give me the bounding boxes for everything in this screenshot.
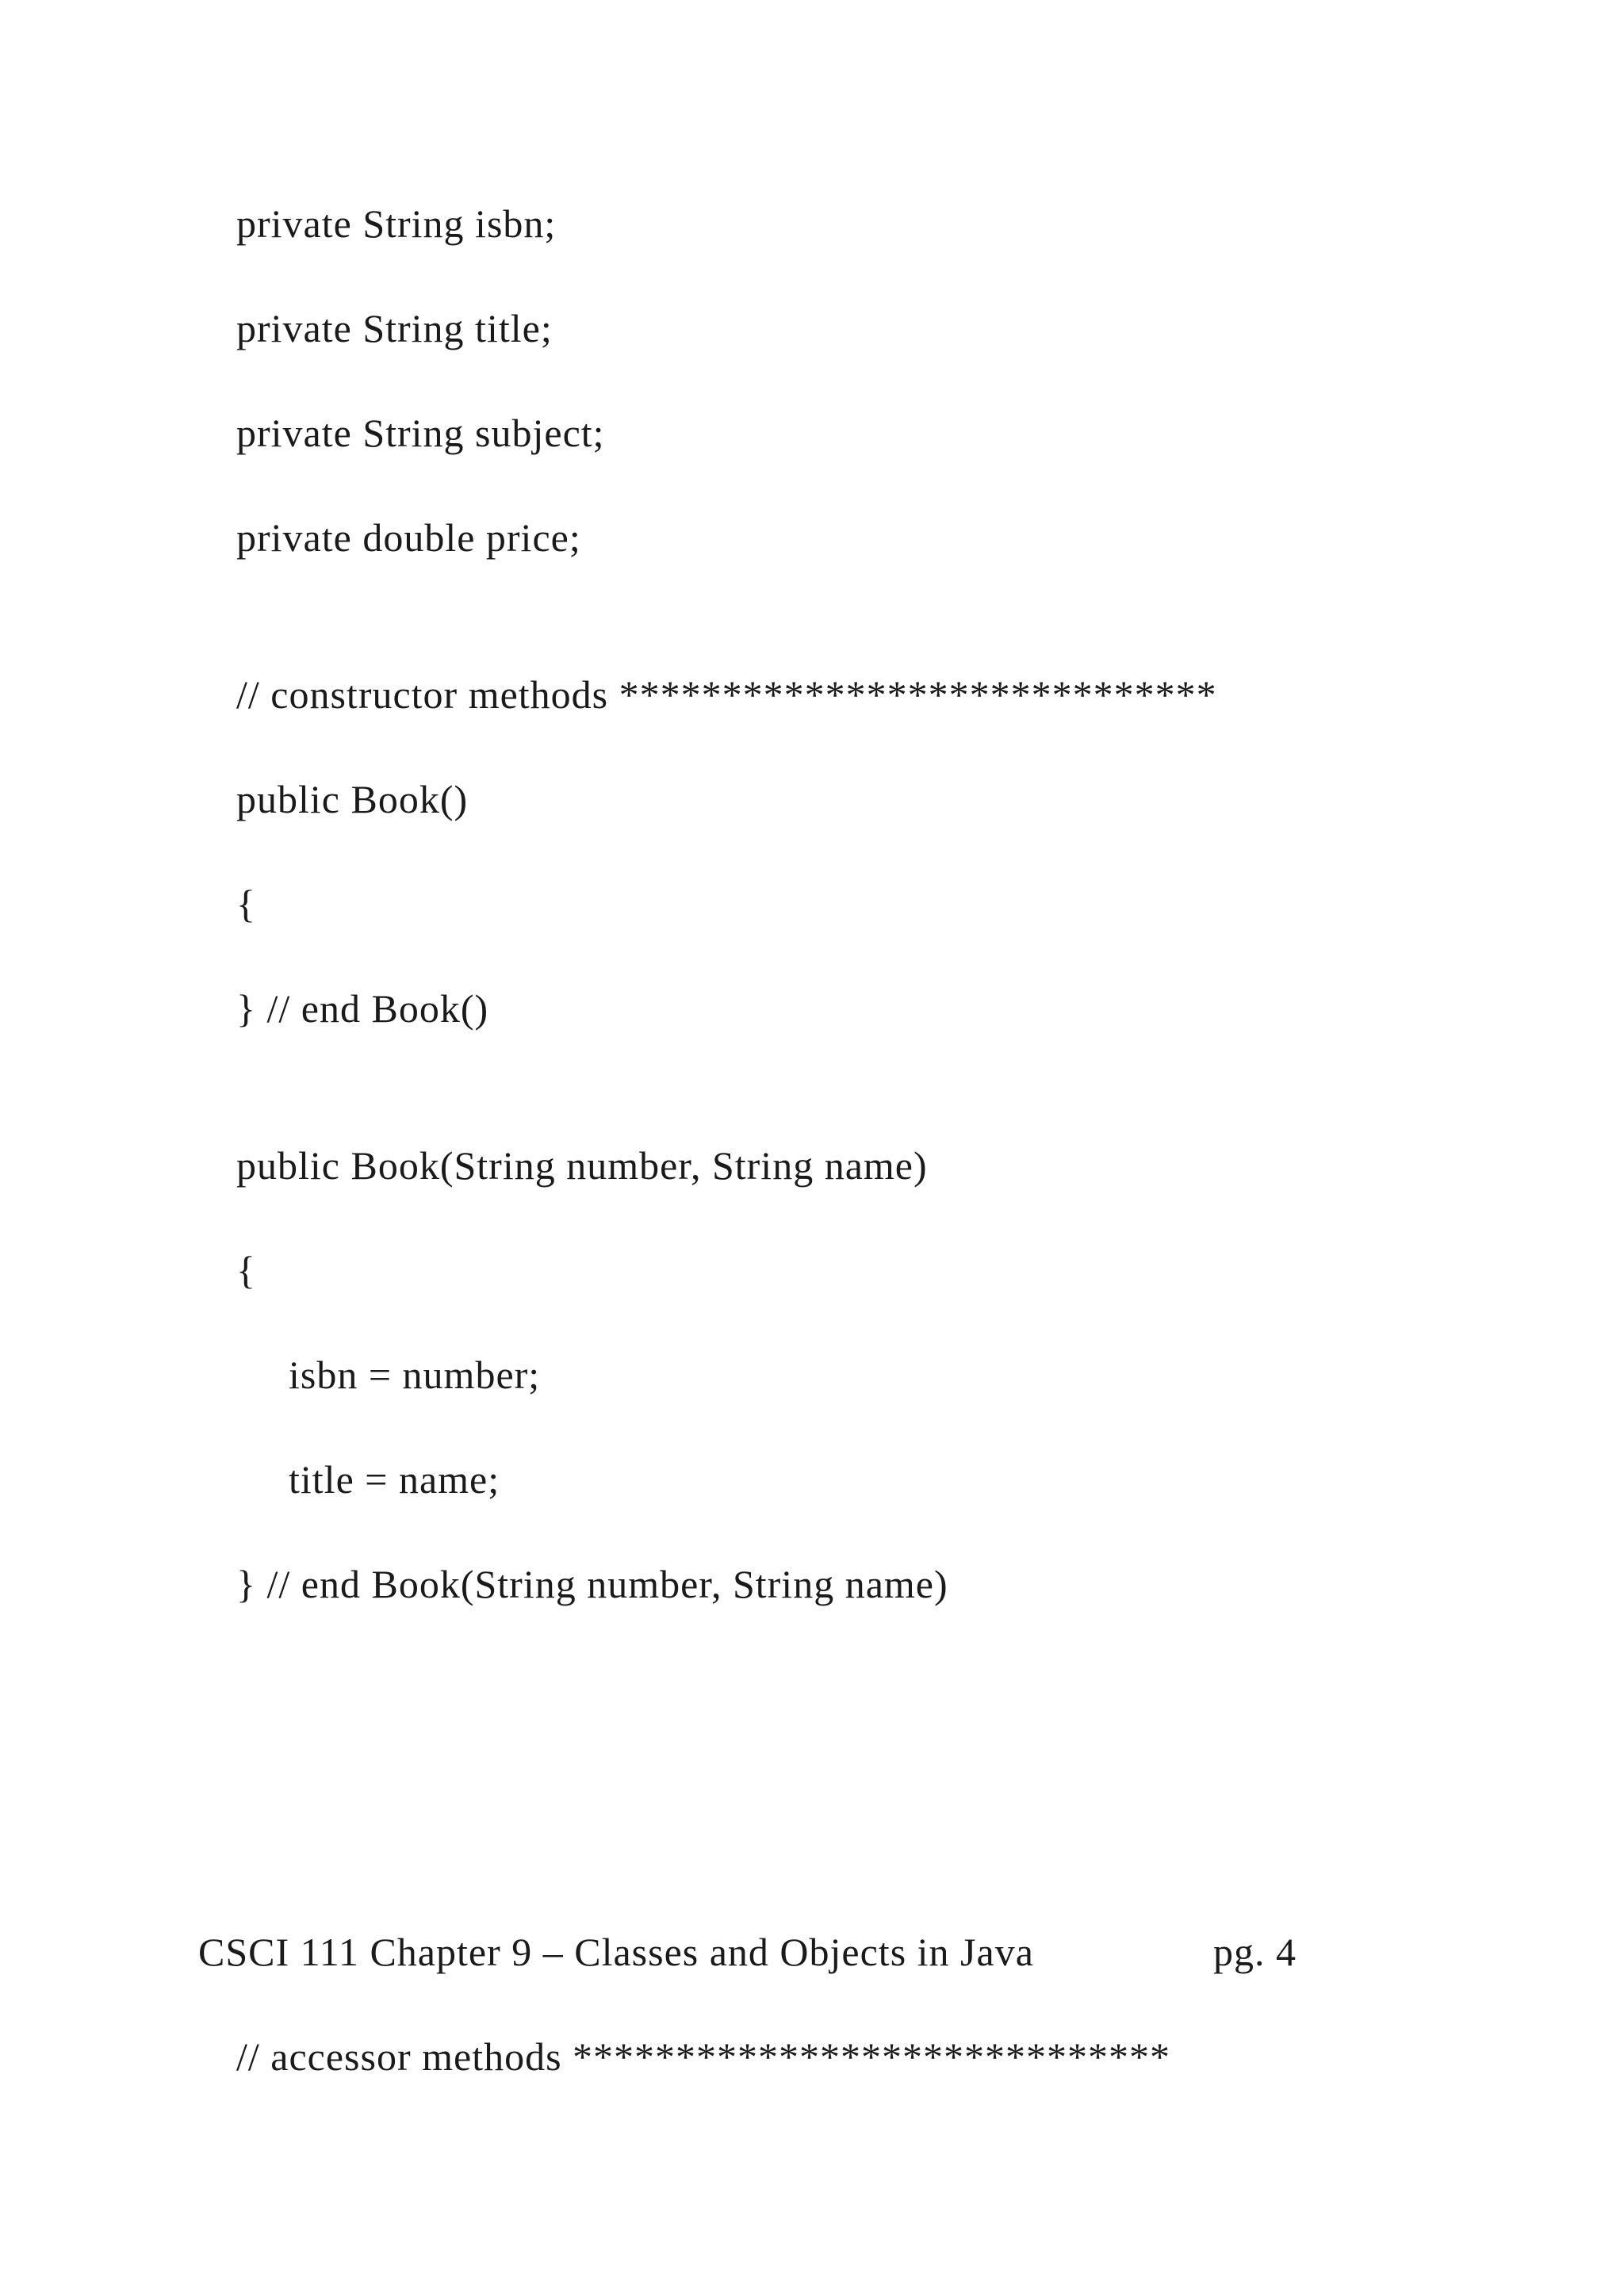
- code-line-ctor-default-signature: public Book(): [236, 777, 469, 821]
- code-line-ctor-two-close-brace: } // end Book(String number, String name): [236, 1562, 948, 1606]
- code-line-ctor-two-open-brace: {: [236, 1248, 256, 1292]
- code-line-ctor-default-open-brace: {: [236, 882, 256, 926]
- code-comment-accessors: // accessor methods *****************************: [236, 2034, 1171, 2079]
- code-line-ctor-two-assign-title: title = name;: [289, 1457, 500, 1502]
- page-number: pg. 4: [1213, 1930, 1297, 1974]
- code-comment-constructors: // constructor methods *****************************: [236, 672, 1217, 717]
- code-line-field-title: private String title;: [236, 306, 553, 350]
- code-line-field-price: private double price;: [236, 515, 581, 560]
- code-line-field-isbn: private String isbn;: [236, 201, 557, 246]
- page-footer-title: CSCI 111 Chapter 9 – Classes and Objects in Java: [198, 1930, 1034, 1974]
- code-line-ctor-two-signature: public Book(String number, String name): [236, 1143, 928, 1188]
- code-line-ctor-two-assign-isbn: isbn = number;: [289, 1353, 541, 1397]
- code-line-field-subject: private String subject;: [236, 411, 605, 455]
- code-line-ctor-default-close-brace: } // end Book(): [236, 986, 489, 1031]
